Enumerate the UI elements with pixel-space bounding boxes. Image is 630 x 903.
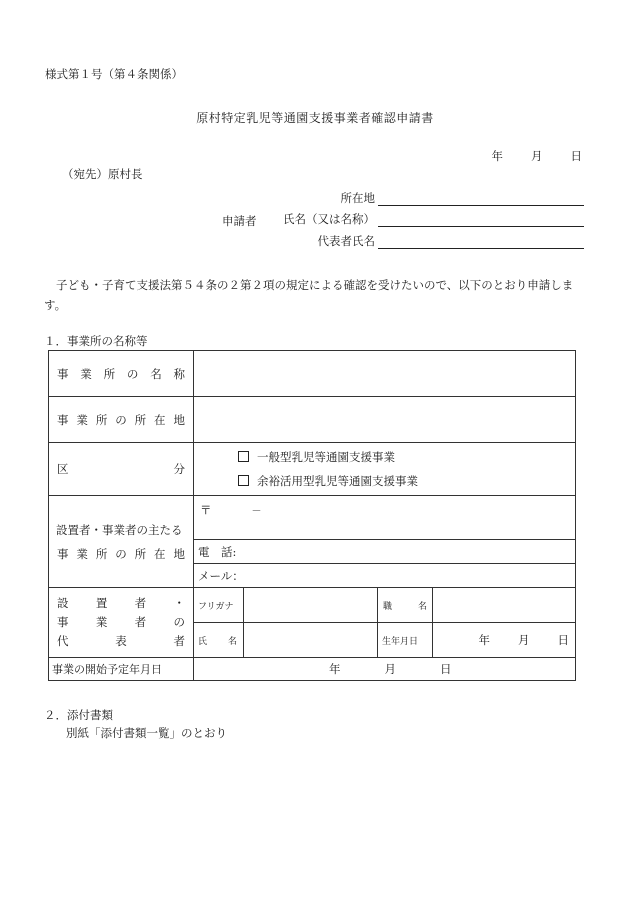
office-phone-field[interactable] <box>194 540 576 564</box>
date-month: 月 <box>531 149 543 163</box>
facility-name-field[interactable] <box>194 351 576 397</box>
category-option-general[interactable]: 一般型乳児等通園支援事業 <box>194 445 575 469</box>
form-number: 様式第１号（第４条関係） <box>45 67 183 81</box>
addressee: （宛先）原村長 <box>62 167 143 181</box>
category-label: 区 分 <box>57 462 185 476</box>
applicant-label: 申請者 <box>222 214 257 228</box>
applicant-rep-row <box>318 233 585 249</box>
position-label-cell <box>378 588 433 623</box>
facility-address-field[interactable] <box>194 397 576 443</box>
name-label: 氏 名 <box>198 636 237 647</box>
applicant-address-field[interactable] <box>378 205 584 206</box>
applicant-name-row <box>283 211 584 227</box>
birthdate-ymd: 年 月 日 <box>478 633 569 647</box>
furigana-label-cell <box>194 588 244 623</box>
applicant-name-field[interactable] <box>378 226 584 227</box>
applicant-address-label: 所在地 <box>340 191 375 205</box>
start-date-label: 事業の開始予定年月日 <box>49 658 194 681</box>
document-title: 原村特定乳児等通園支援事業者確認申請書 <box>196 111 434 125</box>
date-year: 年 <box>491 149 503 163</box>
checkbox-surplus[interactable] <box>238 475 249 486</box>
section2-title: ２．添付書類 <box>44 708 113 722</box>
applicant-rep-field[interactable] <box>378 248 584 249</box>
postal-dash: － <box>251 506 262 517</box>
applicant-address-row <box>341 190 585 206</box>
birthdate-label: 生年月日 <box>382 637 419 647</box>
name-label-cell <box>194 623 244 658</box>
birthdate-field[interactable] <box>433 623 576 658</box>
furigana-label: フリガナ <box>198 602 234 612</box>
applicant-name-label: 氏名（又は名称） <box>283 212 375 226</box>
intro-text: 子ども・子育て支援法第５４条の２第２項の規定による確認を受けたいので、以下のとおり申請します。 <box>44 278 574 312</box>
row-facility-address <box>49 397 576 443</box>
office-mail-field[interactable] <box>194 564 576 588</box>
position-field[interactable] <box>433 588 576 623</box>
facility-table <box>48 350 576 681</box>
row-facility-name <box>49 351 576 397</box>
section1-title: １．事業所の名称等 <box>44 334 148 348</box>
application-date <box>492 148 583 164</box>
row-start-date <box>49 658 576 681</box>
row-category <box>49 443 576 496</box>
postal-mark: 〒 <box>200 503 212 517</box>
rep-label-line3: 代 表 者 <box>57 634 185 648</box>
category-option-surplus[interactable]: 余裕活用型乳児等通園支援事業 <box>194 469 575 493</box>
position-label: 職 名 <box>383 601 427 612</box>
rep-label-line2: 事 業 者 の <box>57 615 185 629</box>
facility-name-label: 事 業 所 の 名 称 <box>57 366 185 381</box>
applicant-rep-label: 代表者氏名 <box>317 234 375 248</box>
start-date-ymd: 年 月 日 <box>329 662 452 676</box>
rep-label-line1: 設 置 者 ・ <box>57 596 185 610</box>
date-day: 日 <box>570 149 582 163</box>
office-label-line2: 事 業 所 の 所 在 地 <box>57 546 185 561</box>
furigana-field[interactable] <box>244 588 378 623</box>
attachment-text: 別紙「添付書類一覧」のとおり <box>66 726 227 740</box>
mail-label: メール： <box>198 568 244 583</box>
phone-label: 電 話: <box>198 544 237 559</box>
checkbox-general[interactable] <box>238 451 249 462</box>
facility-address-label: 事 業 所 の 所 在 地 <box>57 412 185 427</box>
start-date-field[interactable] <box>194 658 576 681</box>
office-label-line1: 設置者・事業者の主たる <box>56 522 183 537</box>
rep-name-field[interactable] <box>244 623 378 658</box>
category-options <box>194 443 576 496</box>
birthdate-label-cell <box>378 623 433 658</box>
office-postal-field[interactable] <box>194 496 576 540</box>
row-office-postal <box>49 496 576 540</box>
row-rep-furigana <box>49 588 576 623</box>
